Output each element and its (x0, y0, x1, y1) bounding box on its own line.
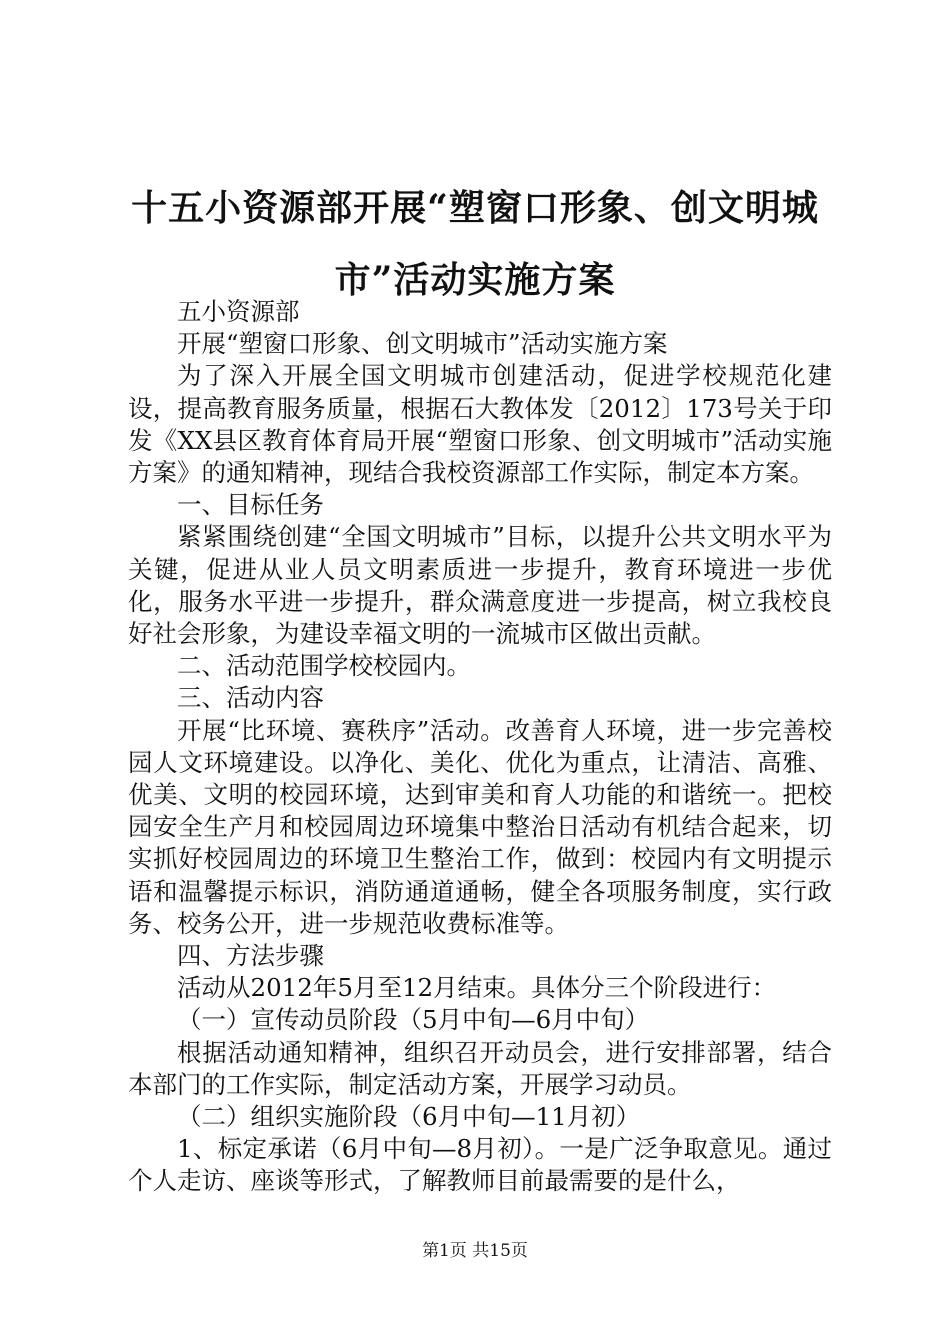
paragraph: 开展“塑窗口形象、创文明城市”活动实施方案 (177, 329, 668, 359)
paragraph: 开展“比环境、赛秩序”活动。改善育人环境，进一步完善校园人文环境建设。以净化、美化、优化为重点，让清洁、高雅、优美、文明的校园环境，达到审美和育人功能的和谐统一。把校园安全生产月和校园周边环境集中整治日活动有机结合起来，切实抓好校园周边的环境卫生整治工作，做到：校园内有文明提示语和温馨提示标识，消防通道通畅，健全各项服务制度，实行政务、校务公开，进一步规范收费标准等。 (128, 715, 832, 938)
paragraph: 根据活动通知精神，组织召开动员会，进行安排部署，结合本部门的工作实际，制定活动方案，开展学习动员。 (128, 1037, 832, 1099)
sub-heading: （一）宣传动员阶段（5月中旬—6月中旬） (177, 1005, 650, 1035)
paragraph: 1、标定承诺（6月中旬—8月初）。一是广泛争取意见。通过个人走访、座谈等形式，了解教师目前最需要的是什么， (128, 1134, 832, 1196)
sub-heading: （二）组织实施阶段（6月中旬—11月初） (177, 1102, 641, 1132)
paragraph: 紧紧围绕创建“全国文明城市”目标，以提升公共文明水平为关键，促进从业人员文明素质进一步提升，教育环境进一步优化，服务水平进一步提升，群众满意度进一步提高，树立我校良好社会形象，为建设幸福文明的一流城市区做出贡献。 (128, 522, 832, 649)
document-body (128, 296, 832, 1198)
section-heading: 一、目标任务 (177, 490, 324, 520)
paragraph: 活动从2012年5月至12月结束。具体分三个阶段进行： (177, 973, 777, 1003)
section-heading: 四、方法步骤 (177, 941, 324, 971)
page-footer: 第1页 共15页 (422, 1241, 528, 1261)
paragraph: 五小资源部 (177, 297, 300, 326)
paragraph: 为了深入开展全国文明城市创建活动，促进学校规范化建设，提高教育服务质量，根据石大教体发〔2012〕173号关于印发《XX县区教育体育局开展“塑窗口形象、创文明城市”活动实施方案》的通知精神，现结合我校资源部工作实际，制定本方案。 (128, 361, 832, 488)
section-heading: 三、活动内容 (177, 683, 324, 713)
section-heading: 二、活动范围学校校园内。 (177, 651, 471, 681)
document-title: 十五小资源部开展“塑窗口形象、创文明城市”活动实施方案 (131, 187, 819, 301)
